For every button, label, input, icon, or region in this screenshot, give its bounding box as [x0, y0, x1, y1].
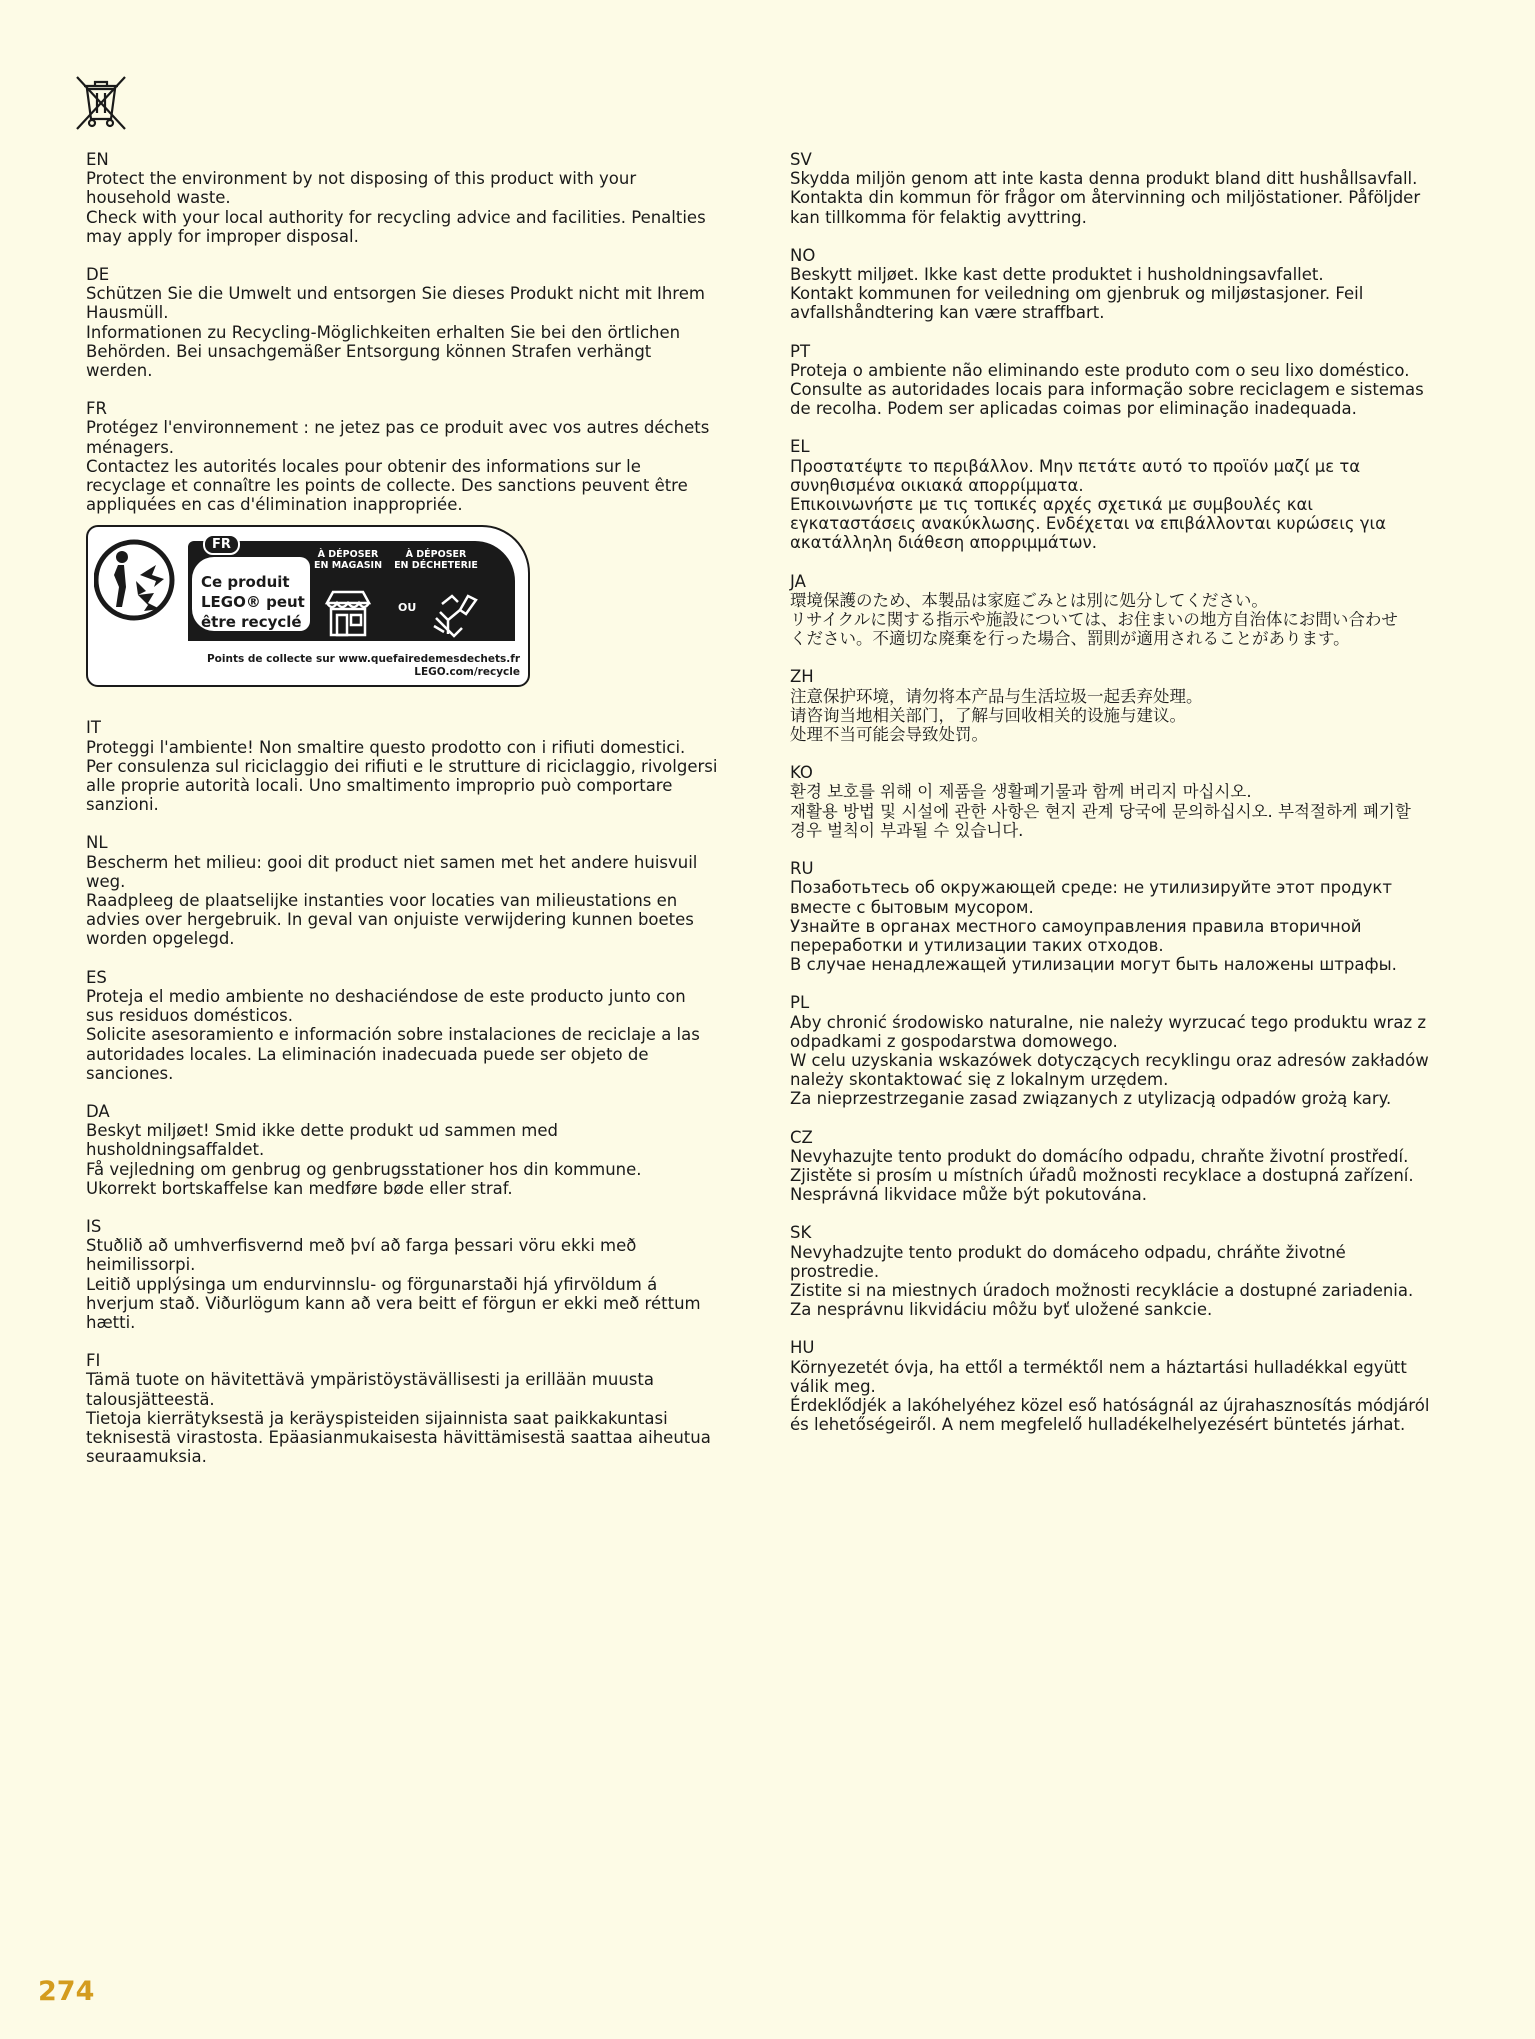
lang-code: NO: [790, 245, 816, 265]
right-column: [790, 150, 1430, 1453]
lang-block-de: [86, 265, 736, 380]
lang-code: SK: [790, 1223, 812, 1243]
lang-block-es: [86, 968, 736, 1083]
lang-block-en: [86, 150, 736, 246]
fr-label-panel: [188, 537, 515, 641]
lang-block-da: [86, 1102, 736, 1198]
lang-block-sk: [790, 1223, 1430, 1319]
fr-tag: FR: [203, 534, 240, 555]
lang-text: Környezetét óvja, ha ettől a terméktől nem a háztartási hulladékkal együtt válik meg. Érdeklődjék a lakóhelyéhez közel eső hatóságnál az újrahasznosítás módjáról és lehetőségeiről. A nem megfelelő hulladékelhelyezésért büntetés járhat.: [790, 1357, 1430, 1435]
lang-text: Proteja o ambiente não eliminando este produto com o seu lixo doméstico. Consulte as autoridades locais para informação sobre reciclagem e sistemas de recolha. Podem ser aplicadas coimas por eliminação inadequada.: [790, 360, 1424, 419]
lang-code: SV: [790, 150, 812, 169]
lang-text: Proteggi l'ambiente! Non smaltire questo prodotto con i rifiuti domestici. Per consulenza sul riciclaggio dei rifiuti e le strutture di riciclaggio, rivolgersi alle proprie autorità locali. Uno smaltimento improprio può comportare sanzioni.: [86, 737, 718, 815]
lang-block-el: [790, 437, 1430, 552]
lang-block-pt: [790, 342, 1430, 419]
lang-text: Nevyhadzujte tento produkt do domáceho odpadu, chráňte životné prostredie. Zistite si na miestnych úradoch možnosti recyklácie a dostupné zariadenia. Za nesprávnu likvidáciu môžu byť uložené sankcie.: [790, 1242, 1414, 1320]
lang-code: PT: [790, 341, 811, 361]
lang-text: Skydda miljön genom att inte kasta denna produkt bland ditt hushållsavfall. Kontakta din kommun för frågor om återvinning och miljöstationer. Påföljder kan tillkomma för felaktig avyttring.: [790, 169, 1421, 227]
lang-code: EL: [790, 437, 810, 457]
lang-code: CZ: [790, 1127, 813, 1147]
lang-block-hu: [790, 1338, 1430, 1434]
lang-code: IT: [86, 718, 101, 738]
lang-code: NL: [86, 833, 108, 853]
lang-block-it: [86, 718, 736, 814]
lang-text: Tämä tuote on hävitettävä ympäristöystävällisesti ja erillään muusta talousjätteestä. Tietoja kierrätyksestä ja keräyspisteiden sijainnista saat paikkakuntasi teknisestä virastosta. Epäasianmukaisesta hävittämisestä saattaa aiheutua seuraamuksia.: [86, 1370, 711, 1467]
lang-text: Protect the environment by not disposing of this product with your household waste. Check with your local authority for recycling advice and facilities. Penalties may apply for improper disposal.: [86, 169, 706, 246]
lang-code: DE: [86, 265, 110, 285]
crossed-out-wheelie-bin-icon: [75, 75, 127, 131]
lang-text: 注意保护环境，请勿将本产品与生活垃圾一起丢弃处理。 请咨询当地相关部门，了解与回收相关的设施与建议。 处理不当可能会导致处罚。: [790, 686, 1203, 745]
lang-code: HU: [790, 1338, 815, 1358]
lang-block-fr: [86, 399, 736, 514]
fr-title: Ce produit LEGO® peut être recyclé: [201, 573, 305, 632]
lang-text: Bescherm het milieu: gooi dit product niet samen met het andere huisvuil weg. Raadpleeg de plaatselijke instanties voor locaties van milieustations en advies over hergebruik. In geval van onjuiste verwijdering kunnen boetes worden opgelegd.: [86, 852, 698, 949]
lang-text: Schützen Sie die Umwelt und entsorgen Sie dieses Produkt nicht mit Ihrem Hausmüll. Informationen zu Recycling-Möglichkeiten erhalten Sie bei den örtlichen Behörden. Bei unsachgemäßer Entsorgung können Strafen verhängt werden.: [86, 284, 705, 381]
lang-text: Προστατέψτε το περιβάλλον. Μην πετάτε αυτό το προϊόν μαζί με τα συνηθισμένα οικιακά απορρίμματα. Επικοινωνήστε με τις τοπικές αρχές σχετικά με συμβουλές και εγκαταστάσεις ανακύκλωσης. Ενδέχεται να επιβάλλονται κυρώσεις για ακατάλληλη διάθεση απορριμμάτων.: [790, 456, 1386, 553]
lang-block-is: [86, 1217, 736, 1332]
lang-block-sv: [790, 150, 1430, 227]
lang-text: 環境保護のため、本製品は家庭ごみとは別に処分してください。 リサイクルに関する指示や施設については、お住まいの地方自治体にお問い合わせ ください。不適切な廃棄を行った場合、罰則が適用されることがあります。: [790, 590, 1398, 649]
lang-text: Proteja el medio ambiente no deshaciéndose de este producto junto con sus residuos domésticos. Solicite asesoramiento e información sobre instalaciones de reciclaje a las autoridades locales. La eliminación inadecuada puede ser objeto de sanciones.: [86, 986, 700, 1083]
lang-text: Stuðlið að umhverfisvernd með því að farga þessari vöru ekki með heimilissorpi. Leitið upplýsinga um endurvinnslu- og förgunarstaði hjá yfirvöldum á hverjum stað. Viðurlögum kann að vera beitt ef förgun er ekki með réttum hætti.: [86, 1236, 701, 1332]
fr-title-pill: [192, 557, 310, 631]
fr-recycling-label: [86, 525, 530, 687]
lang-text: Protégez l'environnement : ne jetez pas ce produit avec vos autres déchets ménagers. Contactez les autorités locales pour obtenir des informations sur le recyclage et connaître les points de collecte. Des sanctions peuvent être appliquées en cas d'élimination inappropriée.: [86, 418, 710, 515]
lang-code: FI: [86, 1351, 101, 1371]
fr-label-footer: Points de collecte sur www.quefairedemesdechets.fr LEGO.com/recycle: [206, 653, 520, 679]
dechetterie-icon: [428, 586, 480, 638]
lang-text: Позаботьтесь об окружающей среде: не утилизируйте этот продукт вместе с бытовым мусором. Узнайте в органах местного самоуправления правила вторичной переработки и утилизации таких отходов. В случае ненадлежащей утилизации могут быть наложены штрафы.: [790, 878, 1397, 975]
fr-option-dechetterie: À DÉPOSER EN DÉCHETERIE: [394, 549, 478, 572]
lang-block-nl: [86, 833, 736, 948]
lang-text: Nevyhazujte tento produkt do domácího odpadu, chraňte životní prostředí. Zjistěte si prosím u místních úřadů možnosti recyklace a dostupná zařízení. Nesprávná likvidace může být pokutována.: [790, 1146, 1414, 1205]
page-number: 274: [38, 1976, 95, 2007]
lang-block-pl: [790, 993, 1430, 1108]
lang-text: Aby chronić środowisko naturalne, nie należy wyrzucać tego produktu wraz z odpadkami z gospodarstwa domowego. W celu uzyskania wskazówek dotyczących recyklingu oraz adresów zakładów należy skontaktować się z lokalnym urzędem. Za nieprzestrzeganie zasad związanych z utylizacją odpadów grożą kary.: [790, 1012, 1429, 1109]
triman-person-recycling-icon: [94, 535, 178, 625]
lang-text: Beskyt miljøet! Smid ikke dette produkt ud sammen med husholdningsaffaldet. Få vejledning om genbrug og genbrugsstationer hos din kommune. Ukorrekt bortskaffelse kan medføre bøde eller straf.: [86, 1121, 642, 1198]
lang-block-no: [790, 246, 1430, 323]
lang-code: DA: [86, 1101, 110, 1121]
shop-icon: [323, 589, 373, 637]
lang-block-ru: [790, 859, 1430, 974]
lang-text: Beskytt miljøet. Ikke kast dette produktet i husholdningsavfallet. Kontakt kommunen for veiledning om gjenbruk og miljøstasjoner. Feil avfallshåndtering kan være straffbart.: [790, 265, 1364, 323]
lang-code: IS: [86, 1216, 102, 1236]
lang-code: KO: [790, 763, 813, 783]
lang-code: EN: [86, 150, 109, 169]
lang-code: FR: [86, 399, 107, 419]
lang-block-fi: [86, 1351, 736, 1466]
lang-code: RU: [790, 859, 814, 879]
fr-option-store: À DÉPOSER EN MAGASIN: [313, 549, 383, 572]
lang-code: JA: [790, 571, 806, 591]
lang-block-cz: [790, 1128, 1430, 1205]
lang-block-ja: [790, 572, 1430, 649]
lang-code: ES: [86, 967, 107, 987]
lang-block-ko: [790, 763, 1430, 840]
lang-text: 환경 보호를 위해 이 제품을 생활폐기물과 함께 버리지 마십시오. 재활용 방법 및 시설에 관한 사항은 현지 관계 당국에 문의하십시오. 부적절하게 폐기할 경우 벌칙이 부과될 수 있습니다.: [790, 782, 1411, 840]
lang-code: ZH: [790, 667, 814, 687]
lang-code: PL: [790, 993, 810, 1013]
left-column: [86, 150, 736, 1485]
lang-block-zh: [790, 667, 1430, 744]
fr-or-word: OU: [398, 601, 417, 615]
